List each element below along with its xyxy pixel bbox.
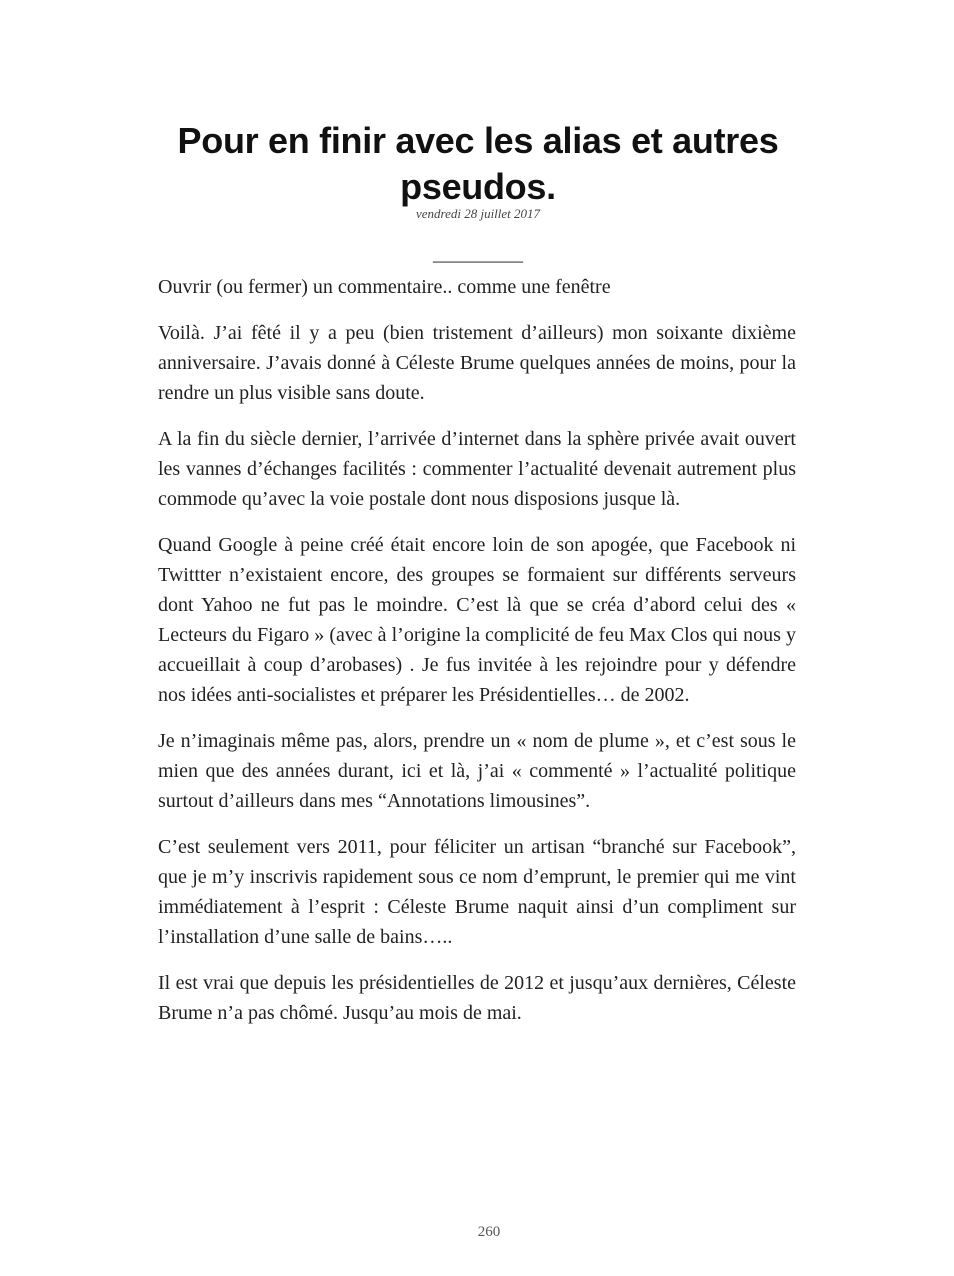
paragraph-4: Quand Google à peine créé était encore loin de son apogée, que Facebook ni Twittter n’existaient encore, des groupes se formaient sur différents serveurs dont Yahoo ne fut pas le moindre. C’est là que se créa d’abord celui des « Lecteurs du Figaro » (avec à l’origine la complicité de feu Max Clos qui nous y accueillait à coup d’arobases) . Je fus invitée à les rejoindre pour y défendre nos idées anti-socialistes et préparer les Présidentielles… de 2002. bbox=[158, 534, 796, 706]
page-title: Pour en finir avec les alias et autres pseudos. bbox=[177, 120, 779, 207]
title-separator: __________ bbox=[433, 244, 523, 264]
paragraph-5: Je n’imaginais même pas, alors, prendre un « nom de plume », et c’est sous le mien que des années durant, ici et là, j’ai « commenté » l’actualité politique surtout d’ailleurs dans mes “Annotations limousines”. bbox=[158, 730, 796, 812]
paragraph-2: Voilà. J’ai fêté il y a peu (bien tristement d’ailleurs) mon soixante dixième anniversaire. J’avais donné à Céleste Brume quelques années de moins, pour la rendre un plus visible sans doute. bbox=[158, 322, 796, 404]
article-body bbox=[158, 272, 796, 1044]
paragraph-1: Ouvrir (ou fermer) un commentaire.. comme une fenêtre bbox=[158, 276, 611, 298]
paragraph-3: A la fin du siècle dernier, l’arrivée d’internet dans la sphère privée avait ouvert les vannes d’échanges facilités : commenter l’actualité devenait autrement plus commode qu’avec la voie postale dont nous disposions jusque là. bbox=[158, 428, 796, 510]
paragraph-7: Il est vrai que depuis les présidentielles de 2012 et jusqu’aux dernières, Céleste Brume n’a pas chômé. Jusqu’au mois de mai. bbox=[158, 972, 796, 1024]
page-number: 260 bbox=[477, 1224, 501, 1240]
article-date: vendredi 28 juillet 2017 bbox=[415, 206, 541, 221]
paragraph-6: C’est seulement vers 2011, pour féliciter un artisan “branché sur Facebook”, que je m’y inscrivis rapidement sous ce nom d’emprunt, le premier qui me vint immédiatement à l’esprit : Céleste Brume naquit ainsi d’un compliment sur l’installation d’une salle de bains….. bbox=[158, 836, 796, 948]
